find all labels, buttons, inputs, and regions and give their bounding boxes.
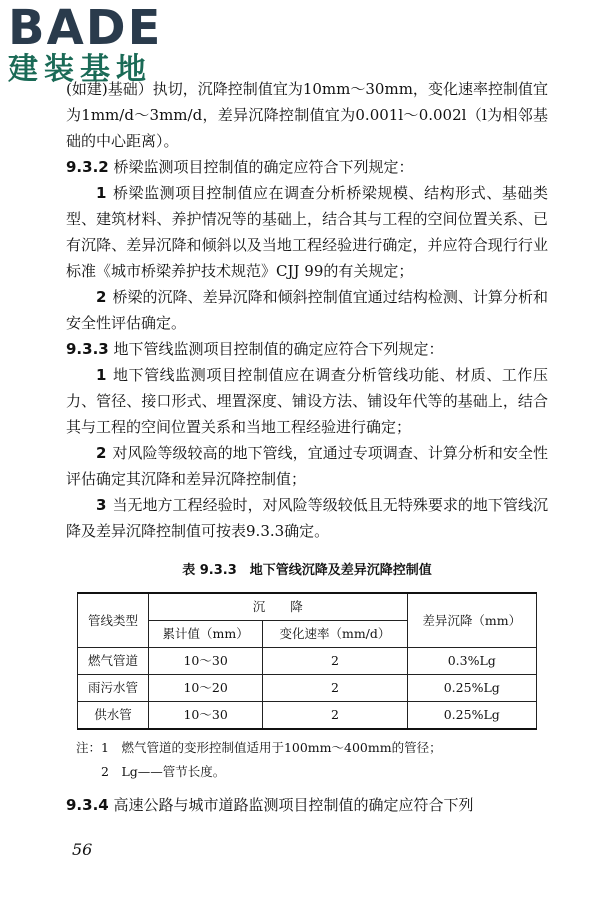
cell-cumulative: 10～30 [148, 648, 262, 675]
section-9-3-2 [66, 154, 548, 180]
logo-subtitle: 建装基地 [8, 52, 152, 87]
note-1: 注：1 燃气管道的变形控制值适用于100mm～400mm的管径； [76, 740, 442, 755]
section-9-3-4 [66, 792, 548, 818]
clause-number: 1 [96, 366, 107, 384]
section-text: 桥梁监测项目控制值的确定应符合下列规定： [113, 158, 414, 176]
cell-differential: 0.25%Lg [407, 675, 537, 702]
pipeline-settlement-table [77, 592, 537, 730]
cell-cumulative: 10～30 [148, 702, 262, 730]
cell-type: 燃气管道 [78, 648, 149, 675]
clause-text: 桥梁监测项目控制值应在调查分析桥梁规模、结构形式、基础类型、建筑材料、养护情况等的基础上，结合其与工程的空间位置关系、已有沉降、差异沉降和倾斜以及当地工程经验进行确定，并应符合现行行业标准《城市桥梁养护技术规范》CJJ 99的有关规定； [66, 184, 548, 280]
cell-type: 雨污水管 [78, 675, 149, 702]
cell-rate: 2 [263, 648, 407, 675]
cell-rate: 2 [263, 675, 407, 702]
header-differential: 差异沉降（mm） [407, 593, 537, 648]
section-number: 9.3.2 [66, 158, 109, 176]
section-text: 高速公路与城市道路监测项目控制值的确定应符合下列 [113, 796, 474, 814]
table-header-row [78, 593, 537, 621]
clause-text: 当无地方工程经验时，对风险等级较低且无特殊要求的地下管线沉降及差异沉降控制值可按表9.3.3确定。 [66, 496, 548, 540]
header-pipeline-type: 管线类型 [78, 593, 149, 648]
clause-number: 3 [96, 496, 107, 514]
page-number: 56 [72, 840, 93, 859]
clause-text: 地下管线监测项目控制值应在调查分析管线功能、材质、工作压力、管径、接口形式、埋置深度、铺设方法、铺设年代等的基础上，结合其与工程的空间位置关系和当地工程经验进行确定； [66, 366, 548, 436]
clause-text: 桥梁的沉降、差异沉降和倾斜控制值宜通过结构检测、计算分析和安全性评估确定。 [66, 288, 548, 332]
clause-9-3-3-2 [66, 440, 548, 492]
logo-wordmark: BADE [8, 0, 163, 56]
paragraph-continued: (如建)基础）执切，沉降控制值宜为10mm～30mm，变化速率控制值宜为1mm/d～3mm/d，差异沉降控制值宜为0.001l～0.002l（l为相邻基础的中心距离）。 [66, 80, 548, 150]
clause-text: 对风险等级较高的地下管线，宜通过专项调查、计算分析和安全性评估确定其沉降和差异沉降控制值； [66, 444, 548, 488]
header-rate: 变化速率（mm/d） [263, 621, 407, 648]
section-9-3-3 [66, 336, 548, 362]
table-row [78, 648, 537, 675]
section-number: 9.3.3 [66, 340, 109, 358]
clause-number: 1 [96, 184, 107, 202]
section-number: 9.3.4 [66, 796, 109, 814]
clause-9-3-2-2 [66, 284, 548, 336]
clause-9-3-3-1 [66, 362, 548, 440]
cell-rate: 2 [263, 702, 407, 730]
table-notes [76, 736, 548, 784]
table-row [78, 702, 537, 730]
header-cumulative: 累计值（mm） [148, 621, 262, 648]
page-content [66, 76, 548, 818]
header-settlement: 沉 降 [148, 593, 407, 621]
table-row [78, 675, 537, 702]
cell-differential: 0.3%Lg [407, 648, 537, 675]
bade-logo [8, 0, 163, 87]
clause-number: 2 [96, 288, 107, 306]
note-2: 2 Lg——管节长度。 [76, 764, 226, 779]
clause-9-3-3-3 [66, 492, 548, 544]
table-caption: 表 9.3.3 地下管线沉降及差异沉降控制值 [182, 563, 432, 578]
cell-differential: 0.25%Lg [407, 702, 537, 730]
clause-9-3-2-1 [66, 180, 548, 284]
cell-type: 供水管 [78, 702, 149, 730]
clause-number: 2 [96, 444, 107, 462]
cell-cumulative: 10～20 [148, 675, 262, 702]
section-text: 地下管线监测项目控制值的确定应符合下列规定： [113, 340, 444, 358]
